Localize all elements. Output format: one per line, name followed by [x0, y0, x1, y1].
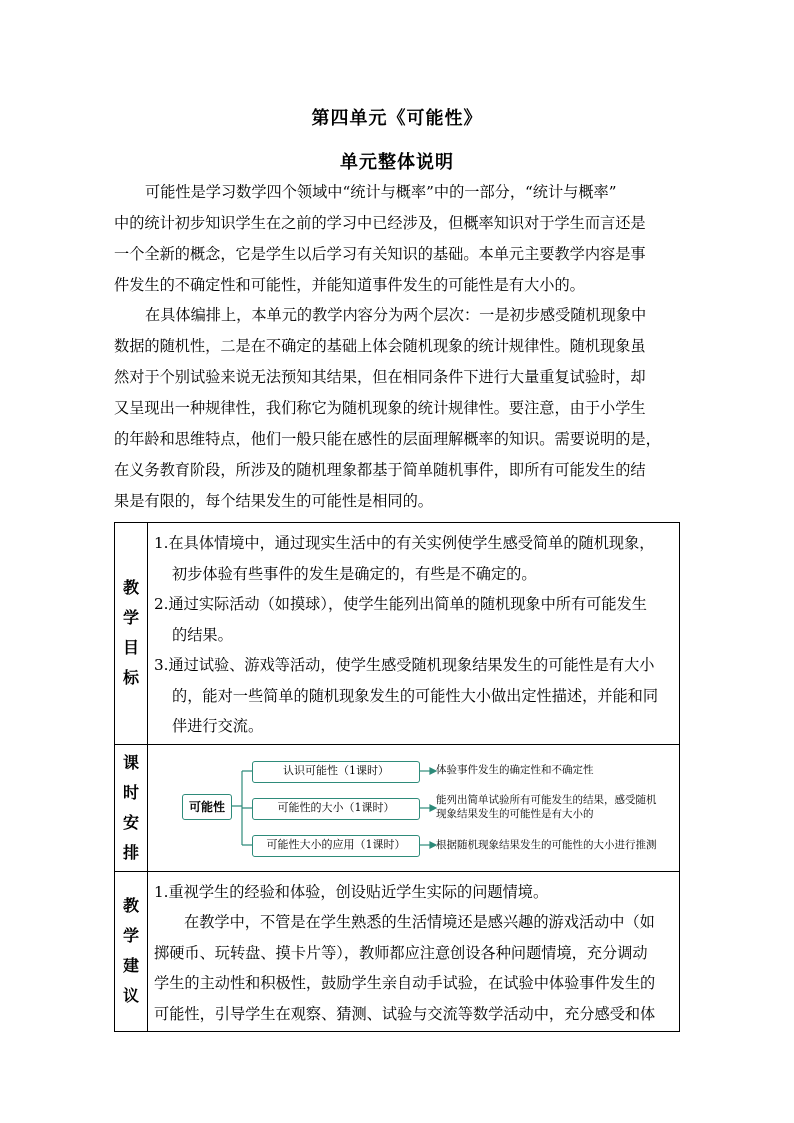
schedule-diagram — [148, 745, 679, 871]
text-line: 的年龄和思维特点，他们一般只能在感性的层面理解概率的知识。需要说明的是， — [114, 430, 661, 448]
outcome-line: 能列出简单试验所有可能发生的结果，感受随机 — [436, 793, 657, 806]
goal-line: 的，能对一些简单的随机现象发生的可能性大小做出定性描述，并能和同 — [172, 686, 658, 705]
label-char: 课 — [122, 752, 139, 772]
advice-line: 1.重视学生的经验和体验，创设贴近学生实际的问题情境。 — [154, 882, 549, 901]
lesson-box: 认识可能性（1课时） — [252, 761, 420, 783]
lesson-outcome — [436, 793, 657, 821]
goal-line: 初步体验有些事件的发生是确定的，有些是不确定的。 — [172, 564, 537, 583]
unit-title: 第四单元《可能性》 — [311, 108, 483, 129]
goals-content — [148, 523, 680, 745]
goal-line: 1.在具体情境中，通过现实生活中的有关实例使学生感受简单的随机现象， — [154, 534, 655, 552]
label-char: 建 — [122, 956, 139, 976]
advice-line: 学生的主动性和积极性，鼓励学生亲自动手试验，在试验中体验事件发生的 — [154, 974, 656, 992]
goals-label — [115, 523, 148, 745]
unit-plan-table — [114, 522, 680, 1032]
label-char: 安 — [122, 812, 139, 832]
text-line: 数据的随机性，二是在不确定的基础上体会随机现象的统计规律性。随机现象虽 — [114, 337, 646, 355]
goals-row — [115, 523, 680, 745]
lesson-outcome: 根据随机现象结果发生的可能性的大小进行推测 — [436, 838, 657, 851]
intro-paragraph-1 — [114, 177, 680, 301]
label-char: 标 — [122, 668, 139, 688]
lesson-box: 可能性的大小（1课时） — [252, 798, 420, 820]
text-line: 件发生的不确定性和可能性，并能知道事件发生的可能性是有大小的。 — [114, 276, 585, 294]
label-char: 教 — [122, 896, 139, 916]
label-char: 排 — [122, 842, 139, 862]
goal-line: 伴进行交流。 — [172, 717, 264, 735]
advice-row — [115, 871, 680, 1032]
section-subtitle: 单元整体说明 — [340, 152, 454, 173]
outcome-line: 现象结果发生的可能性是有大小的 — [436, 807, 594, 820]
advice-line: 掷硬币、玩转盘、摸卡片等），教师都应注意创设各种问题情境，充分调动 — [154, 943, 648, 962]
label-char: 学 — [122, 926, 139, 946]
root-topic-box: 可能性 — [182, 794, 232, 820]
advice-line: 在教学中，不管是在学生熟悉的生活情境还是感兴趣的游戏活动中（如 — [184, 913, 655, 931]
label-char: 议 — [122, 986, 139, 1006]
lesson-outcome: 体验事件发生的确定性和不确定性 — [436, 763, 594, 776]
label-char: 目 — [122, 638, 139, 658]
schedule-row — [115, 744, 680, 871]
lesson-box: 可能性大小的应用（1课时） — [252, 835, 420, 857]
text-line: 在具体编排上，本单元的教学内容分为两个层次：一是初步感受随机现象中 — [145, 306, 647, 324]
goal-line: 的结果。 — [172, 625, 233, 644]
intro-paragraph-2 — [114, 300, 680, 517]
schedule-diagram-cell — [148, 744, 680, 871]
text-line: 中的统计初步知识学生在之前的学习中已经涉及，但概率知识对于学生而言还是 — [114, 214, 646, 232]
text-line: 果是有限的，每个结果发生的可能性是相同的。 — [114, 492, 433, 510]
label-char: 时 — [122, 782, 139, 802]
text-line: 然对于个别试验来说无法预知其结果，但在相同条件下进行大量重复试验时，却 — [114, 368, 646, 386]
schedule-label — [115, 744, 148, 871]
label-char: 学 — [122, 608, 139, 628]
advice-line: 可能性，引导学生在观察、猜测、试验与交流等数学活动中，充分感受和体 — [154, 1004, 656, 1023]
advice-label — [115, 871, 148, 1032]
text-line: 在义务教育阶段，所涉及的随机理象都基于简单随机事件，即所有可能发生的结 — [114, 461, 646, 479]
text-line: 一个全新的概念，它是学生以后学习有关知识的基础。本单元主要教学内容是事 — [114, 245, 646, 263]
advice-content — [148, 871, 680, 1032]
text-line: 又呈现出一种规律性，我们称它为随机现象的统计规律性。要注意，由于小学生 — [114, 399, 646, 417]
label-char: 教 — [122, 578, 139, 598]
goal-line: 2.通过实际活动（如摸球），使学生能列出简单的随机现象中所有可能发生 — [154, 595, 647, 613]
goal-line: 3.通过试验、游戏等活动，使学生感受随机现象结果发生的可能性是有大小 — [154, 656, 655, 674]
text-line: 可能性是学习数学四个领域中“统计与概率”中的一部分，“统计与概率” — [145, 183, 617, 201]
